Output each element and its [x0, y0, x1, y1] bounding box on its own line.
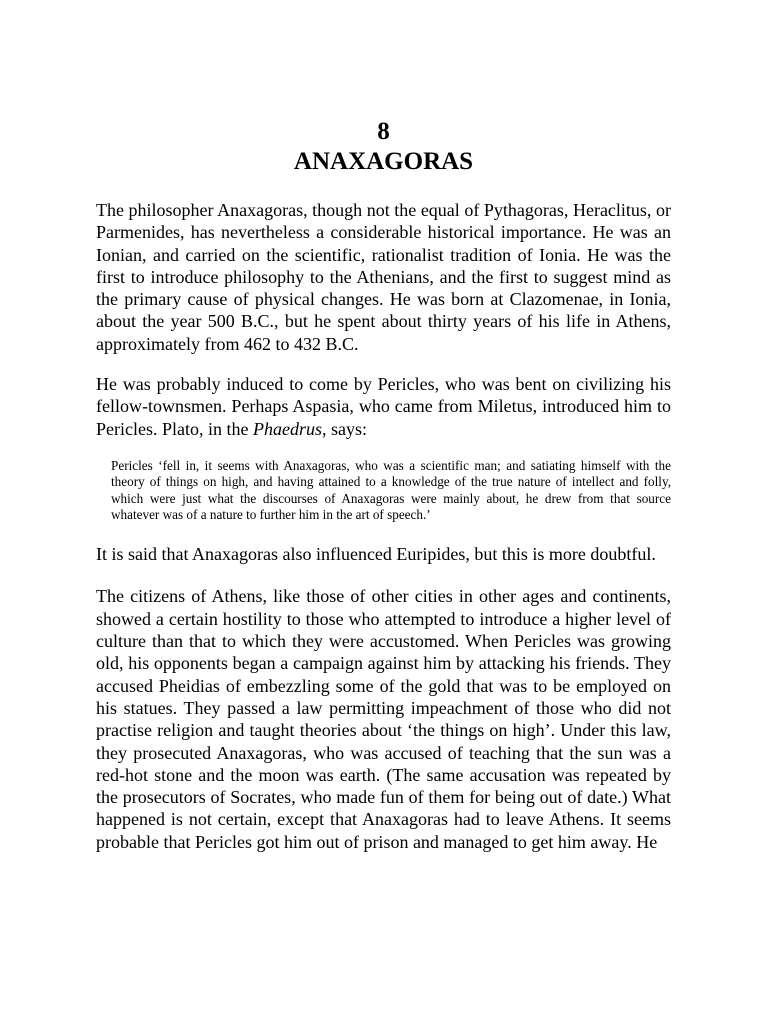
- block-quote: Pericles ‘fell in, it seems with Anaxagoras, who was a scientific man; and satiating himself with the theory of things on high, and having attained to a knowledge of the true nature of intellect and folly, which were just what the discourses of Anaxagoras were mainly about, he drew from that source whatever was of a nature to further him in the art of speech.’: [111, 457, 671, 522]
- chapter-title: ANAXAGORAS: [293, 148, 474, 175]
- paragraph-4: The citizens of Athens, like those of other cities in other ages and continents, showed a certain hostility to those who attempted to introduce a higher level of culture than that to which they were accustomed. When Pericles was growing old, his opponents began a campaign against him by attacking his friends. They accused Pheidias of embezzling some of the gold that was to be employed on his statues. They passed a law permitting impeachment of those who did not practise religion and taught theories about ‘the things on high’. Under this law, they prosecuted Anaxagoras, who was accused of teaching that the sun was a red-hot stone and the moon was earth. (The same accusation was repeated by the prosecutors of Socrates, who made fun of them for being out of date.) What happened is not certain, except that Anaxagoras had to leave Athens. It seems probable that Pericles got him out of prison and managed to get him away. He: [96, 586, 671, 852]
- paragraph-1: The philosopher Anaxagoras, though not the equal of Pythagoras, Heraclitus, or Parmenides, has nevertheless a considerable historical importance. He was an Ionian, and carried on the scientific, rationalist tradition of Ionia. He was the first to introduce philosophy to the Athenians, and the first to suggest mind as the primary cause of physical changes. He was born at Clazomenae, in Ionia, about the year 500 B.C., but he spent about thirty years of his life in Athens, approximately from 462 to 432 B.C.: [96, 200, 671, 354]
- paragraph-2-text-start: He was probably induced to come by Pericles, who was bent on civilizing his fellow-townsmen. Perhaps Aspasia, who came from Miletus, introduced him to Pericles. Plato, in the: [96, 374, 671, 439]
- paragraph-2-text-end: , says:: [321, 418, 367, 439]
- paragraph-2: [96, 373, 671, 440]
- paragraph-3: It is said that Anaxagoras also influenced Euripides, but this is more doubtful.: [96, 544, 656, 565]
- page-content: [96, 117, 671, 871]
- chapter-number: 8: [377, 118, 390, 145]
- work-title-phaedrus: Phaedrus: [252, 418, 322, 439]
